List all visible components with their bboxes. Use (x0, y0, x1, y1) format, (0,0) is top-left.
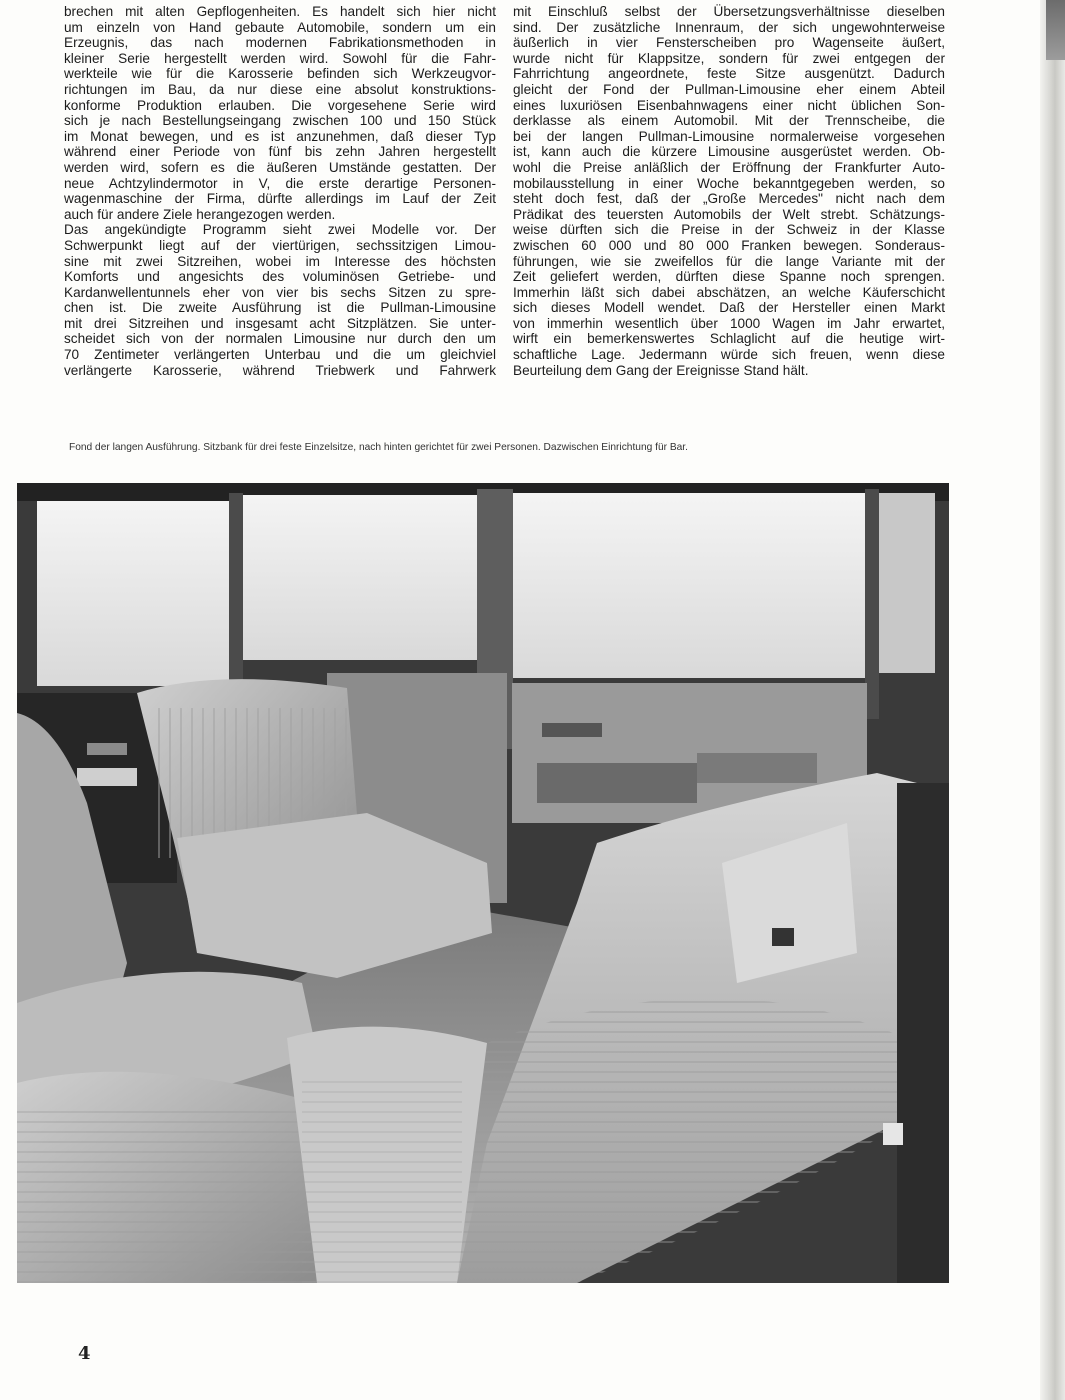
text-line: richtungen im Bau, da nur diese eine absolut konstruktions- (64, 81, 496, 97)
text-line: Beurteilung dem Gang der Ereignisse Stand hält. (513, 362, 809, 378)
text-line: chen ist. Die zweite Ausführung ist die Pullman-Limousine (64, 300, 496, 316)
text-line: weise dürften sich die Preise in der Schweiz in der Klasse (513, 222, 945, 238)
text-line: um einzeln von Hand gebaute Automobile, sondern um ein (64, 19, 496, 35)
text-column-left (64, 4, 496, 378)
text-line: konforme Produktion erlauben. Die vorgesehene Serie wird (64, 97, 496, 113)
text-line: kleiner Serie hergestellt werden wird. Sowohl für die Fahr- (64, 50, 496, 66)
text-line: 70 Zentimeter verlängerten Unterbau und die um gleichviel (64, 347, 496, 363)
text-line: äußerlich in vier Fensterscheiben pro Wagenseite äußert, (513, 35, 945, 51)
text-line: zwischen 60 000 und 80 000 Franken bewegen. Sonderaus- (513, 237, 945, 253)
text-line: mit drei Sitzreihen und insgesamt acht Sitzplätzen. Sie unter- (64, 315, 496, 331)
window-middle (239, 495, 479, 660)
text-line: Komforts und angesichts des voluminösen Getriebe- und (64, 269, 496, 285)
text-line: eines luxuriösen Eisenbahnwagens einer nicht üblichen Son- (513, 97, 945, 113)
car-interior-photo (17, 483, 949, 1283)
text-line: mit Einschluß selbst der Übersetzungsverhältnisse dieselben (513, 4, 945, 19)
text-line: von immerhin wesentlich über 1000 Wagen im Jahr erwartet, (513, 315, 945, 331)
text-line: auch für andere Ziele herangezogen werden. (64, 206, 336, 222)
text-column-right (513, 4, 945, 378)
car-interior-illustration (17, 483, 949, 1283)
text-line: Prädikat des teuersten Automobils der Welt strebt. Schätzungs- (513, 206, 945, 222)
text-line: sich dieses Modell wendet. Daß der Hersteller einen Markt (513, 300, 945, 316)
text-line: werkteile wie für die Karosserie befinden sich Werkzeugvor- (64, 66, 496, 82)
text-line: sich je nach Bestellungseingang zwischen 100 und 150 Stück (64, 113, 496, 129)
text-line: scheidet sich von der normalen Limousine nur durch den um (64, 331, 496, 347)
text-line: schaftliche Lage. Jedermann würde sich freuen, wenn diese (513, 347, 945, 363)
text-line: Fahrrichtung angeordnete, feste Sitze ausgenützt. Dadurch (513, 66, 945, 82)
text-line: bei der langen Pullman-Limousine normalerweise vorgesehen (513, 128, 945, 144)
window-left (37, 501, 232, 686)
text-line: steht doch fest, daß der „Große Mercedes" nicht nach dem (513, 191, 945, 207)
text-line: werden wird, sofern es die äußeren Umstände gestatten. Der (64, 159, 496, 175)
text-line: während einer Periode von fünf bis zehn Jahren hergestellt (64, 144, 496, 160)
text-line: Kardanwellentunnels eher von vier bis sechs Sitzen zu spre- (64, 284, 496, 300)
page-number: 4 (78, 1343, 91, 1364)
text-line: verlängerte Karosserie, während Triebwerk und Fahrwerk (64, 362, 496, 378)
text-line: mobilausstellung in einer Woche bekanntgegeben werden, so (513, 175, 945, 191)
window-right (509, 493, 869, 678)
text-line: im Monat bewegen, und es ist anzunehmen, daß dieser Typ (64, 128, 496, 144)
text-line: Immerhin läßt sich dabei abschätzen, an welche Käuferschicht (513, 284, 945, 300)
text-line: wohl die Preise anläßlich der Eröffnung der Frankfurter Auto- (513, 159, 945, 175)
text-line: neue Achtzylindermotor in V, die erste derartige Personen- (64, 175, 496, 191)
page-edge-strip (1040, 0, 1065, 1400)
text-line: sind. Der zusätzliche Innenraum, der sich ungewohnterweise (513, 19, 945, 35)
text-line: wirft ein bemerkenswertes Schlaglicht auf die heutige wirt- (513, 331, 945, 347)
text-line: Erzeugnis, das nach modernen Fabrikationsmethoden in (64, 35, 496, 51)
text-line: wagenmaschine der Firma, dürfte allerdings im Lauf der Zeit (64, 191, 496, 207)
text-line: gleicht der Fond der Pullman-Limousine eher einem Abteil (513, 81, 945, 97)
text-line: wurde nicht für Klappsitze, sondern für zwei entgegen der (513, 50, 945, 66)
text-line: Zeit geliefert werden, dürften diese Spanne noch sprengen. (513, 269, 945, 285)
text-line: Schwerpunkt liegt auf der viertürigen, sechssitzigen Limou- (64, 237, 496, 253)
text-line: derklasse als einem Automobil. Mit der Trennscheibe, die (513, 113, 945, 129)
page-edge-tab (1046, 0, 1065, 60)
text-line: brechen mit alten Gepflogenheiten. Es handelt sich hier nicht (64, 4, 496, 19)
text-line: Das angekündigte Programm sieht zwei Modelle vor. Der (64, 222, 496, 238)
photo-caption: Fond der langen Ausführung. Sitzbank für drei feste Einzelsitze, nach hinten gerichtet für zwei Personen. Dazwischen Einrichtung für Bar. (69, 442, 688, 453)
text-line: ist, kann auch die kürzere Limousine ausgerüstet werden. Ob- (513, 144, 945, 160)
text-line: führungen, wie sie zweifellos für die lange Variante mit der (513, 253, 945, 269)
text-line: sine mit zwei Sitzreihen, wobei im Interesse des höchsten (64, 253, 496, 269)
